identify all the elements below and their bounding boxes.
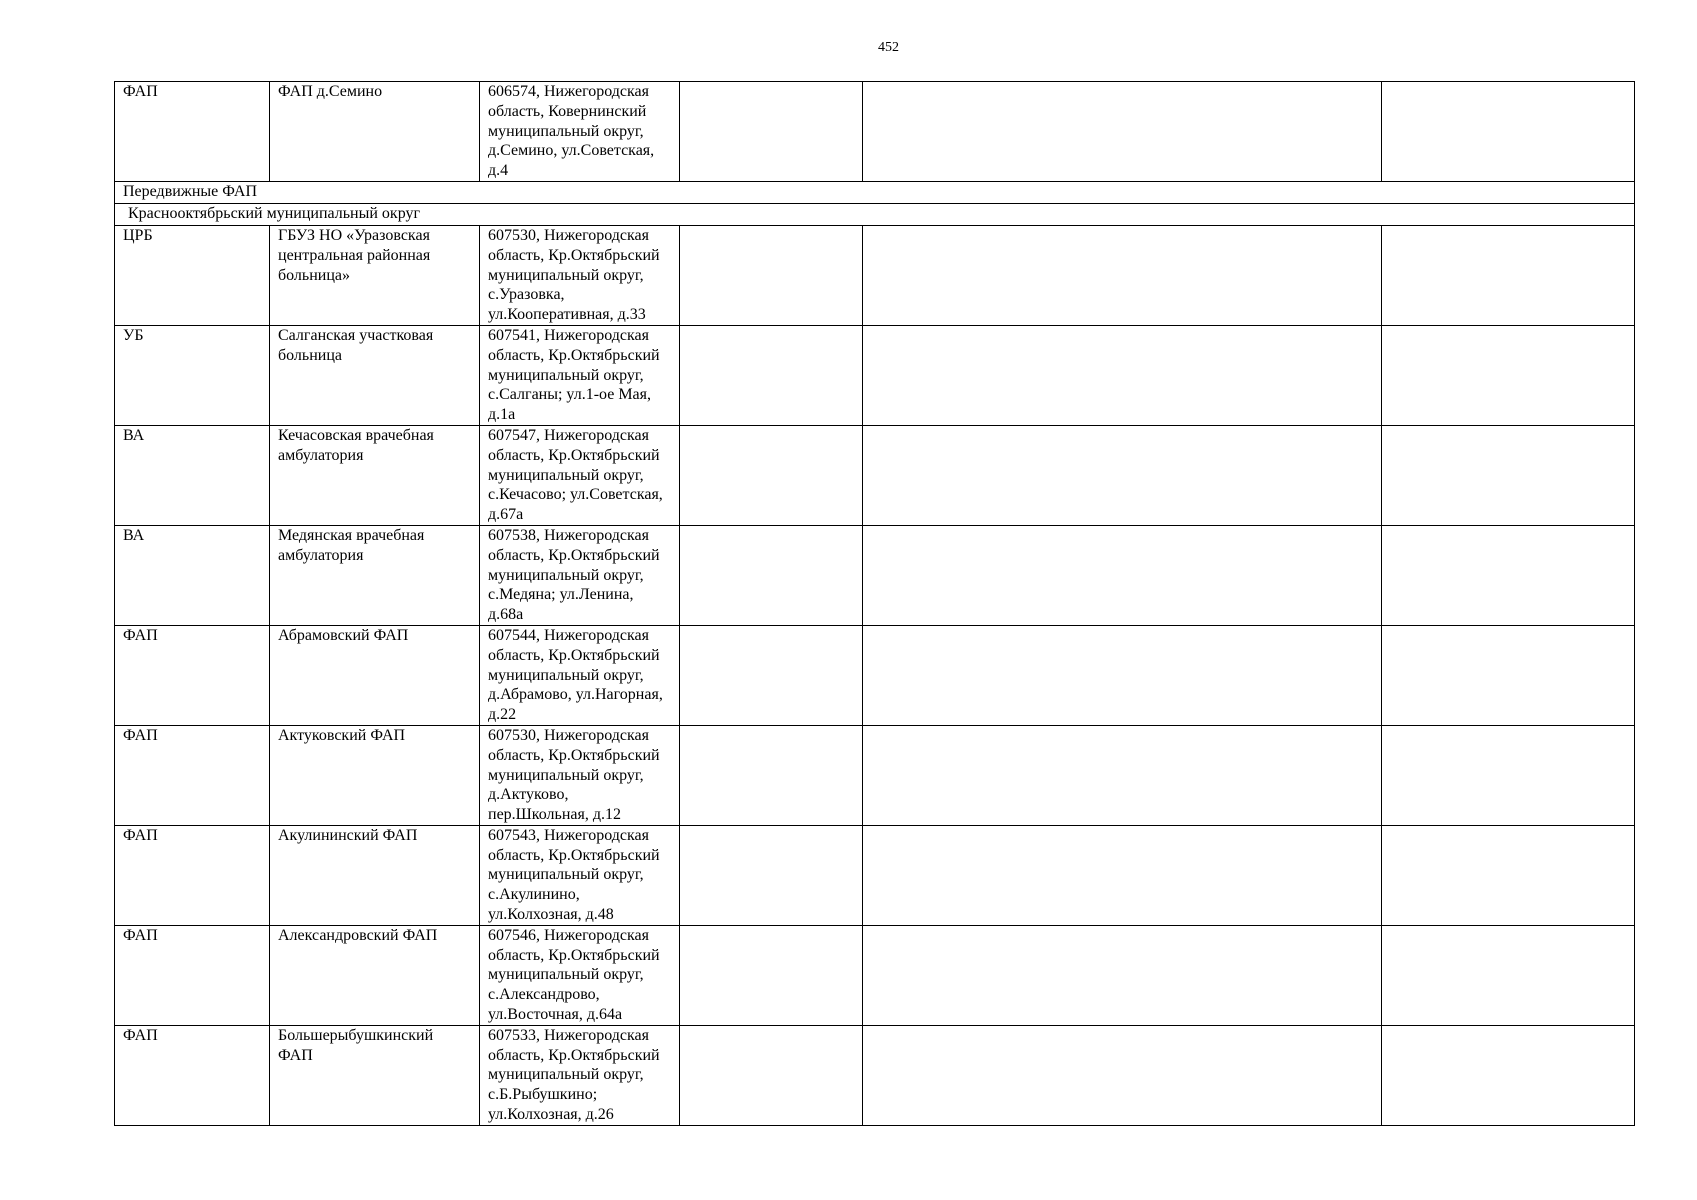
empty-cell <box>680 925 863 1025</box>
facility-name-cell: Большерыбушкинский ФАП <box>270 1025 480 1125</box>
section-heading: Передвижные ФАП <box>115 181 1635 203</box>
facility-address-cell: 607547, Нижегородская область, Кр.Октябрьский муниципальный округ, с.Кечасово; ул.Советская, д.67а <box>480 425 680 525</box>
empty-cell <box>863 925 1382 1025</box>
facility-type-cell: ВА <box>115 425 270 525</box>
section-heading: Краснооктябрьский муниципальный округ <box>115 203 1635 225</box>
table-row <box>115 725 1635 825</box>
facility-address-cell: 607546, Нижегородская область, Кр.Октябрьский муниципальный округ, с.Александрово, ул.Восточная, д.64а <box>480 925 680 1025</box>
facility-name-cell: Медянская врачебная амбулатория <box>270 525 480 625</box>
empty-cell <box>680 825 863 925</box>
table-row <box>115 82 1635 182</box>
facility-type-cell: ФАП <box>115 625 270 725</box>
empty-cell <box>1382 1025 1635 1125</box>
table-row <box>115 625 1635 725</box>
facility-type-cell: ФАП <box>115 825 270 925</box>
empty-cell <box>680 725 863 825</box>
empty-cell <box>863 82 1382 182</box>
facility-type-cell: ФАП <box>115 925 270 1025</box>
page-number: 452 <box>878 40 899 55</box>
facility-address-cell: 607530, Нижегородская область, Кр.Октябрьский муниципальный округ, с.Уразовка, ул.Кооперативная, д.33 <box>480 225 680 325</box>
facility-type-cell: ВА <box>115 525 270 625</box>
table-row <box>115 825 1635 925</box>
facility-address-cell: 607530, Нижегородская область, Кр.Октябрьский муниципальный округ, д.Актуково, пер.Школьная, д.12 <box>480 725 680 825</box>
table-row <box>115 225 1635 325</box>
facility-name-cell: Салганская участковая больница <box>270 325 480 425</box>
facility-address-cell: 607544, Нижегородская область, Кр.Октябрьский муниципальный округ, д.Абрамово, ул.Нагорная, д.22 <box>480 625 680 725</box>
empty-cell <box>680 325 863 425</box>
facility-address-cell: 607538, Нижегородская область, Кр.Октябрьский муниципальный округ, с.Медяна; ул.Ленина, д.68а <box>480 525 680 625</box>
facility-address-cell: 607543, Нижегородская область, Кр.Октябрьский муниципальный округ, с.Акулинино, ул.Колхозная, д.48 <box>480 825 680 925</box>
empty-cell <box>863 325 1382 425</box>
empty-cell <box>1382 325 1635 425</box>
facility-name-cell: Абрамовский ФАП <box>270 625 480 725</box>
empty-cell <box>863 1025 1382 1125</box>
table-row <box>115 325 1635 425</box>
facility-name-cell: Актуковский ФАП <box>270 725 480 825</box>
empty-cell <box>863 625 1382 725</box>
facility-address-cell: 606574, Нижегородская область, Ковернинский муниципальный округ, д.Семино, ул.Советская, д.4 <box>480 82 680 182</box>
empty-cell <box>680 425 863 525</box>
facility-table <box>114 81 1635 1126</box>
table-row <box>115 925 1635 1025</box>
facility-name-cell: Кечасовская врачебная амбулатория <box>270 425 480 525</box>
empty-cell <box>680 225 863 325</box>
subsection-heading-row <box>115 203 1635 225</box>
empty-cell <box>680 82 863 182</box>
empty-cell <box>1382 725 1635 825</box>
empty-cell <box>680 525 863 625</box>
facility-address-cell: 607533, Нижегородская область, Кр.Октябрьский муниципальный округ, с.Б.Рыбушкино; ул.Колхозная, д.26 <box>480 1025 680 1125</box>
empty-cell <box>863 525 1382 625</box>
empty-cell <box>863 825 1382 925</box>
empty-cell <box>1382 925 1635 1025</box>
facility-type-cell: ФАП <box>115 82 270 182</box>
empty-cell <box>680 625 863 725</box>
facility-name-cell: Акулининский ФАП <box>270 825 480 925</box>
empty-cell <box>1382 525 1635 625</box>
empty-cell <box>1382 225 1635 325</box>
facility-type-cell: ЦРБ <box>115 225 270 325</box>
facility-type-cell: ФАП <box>115 1025 270 1125</box>
section-heading-row <box>115 181 1635 203</box>
empty-cell <box>1382 425 1635 525</box>
empty-cell <box>1382 625 1635 725</box>
empty-cell <box>863 425 1382 525</box>
table-row <box>115 425 1635 525</box>
empty-cell <box>680 1025 863 1125</box>
facility-type-cell: ФАП <box>115 725 270 825</box>
empty-cell <box>1382 825 1635 925</box>
facility-table-body <box>115 82 1635 1126</box>
facility-name-cell: Александровский ФАП <box>270 925 480 1025</box>
facility-name-cell: ФАП д.Семино <box>270 82 480 182</box>
table-row <box>115 1025 1635 1125</box>
empty-cell <box>863 725 1382 825</box>
empty-cell <box>1382 82 1635 182</box>
table-row <box>115 525 1635 625</box>
facility-type-cell: УБ <box>115 325 270 425</box>
empty-cell <box>863 225 1382 325</box>
facility-name-cell: ГБУЗ НО «Уразовская центральная районная больница» <box>270 225 480 325</box>
facility-address-cell: 607541, Нижегородская область, Кр.Октябрьский муниципальный округ, с.Салганы; ул.1-ое Мая, д.1а <box>480 325 680 425</box>
